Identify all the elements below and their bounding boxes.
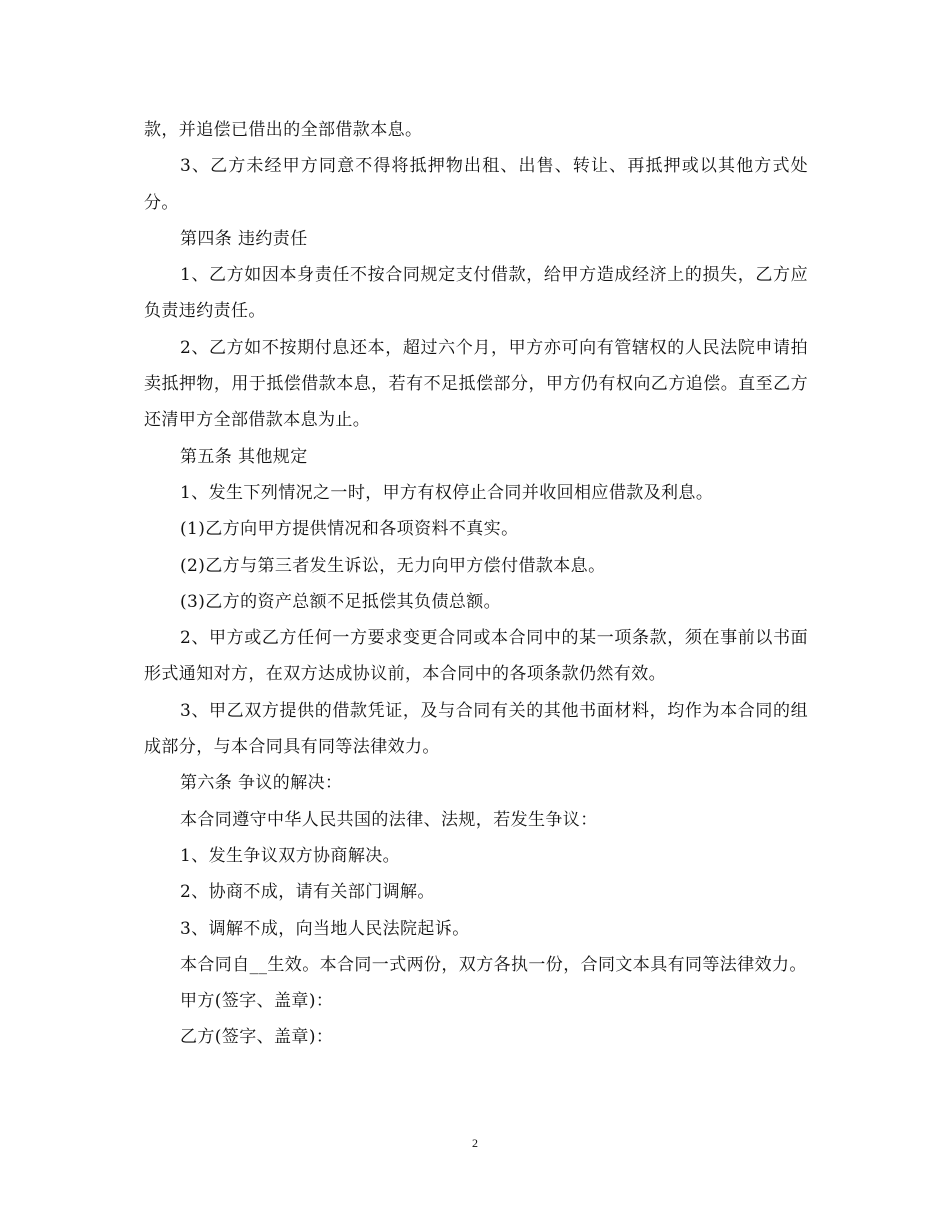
section-heading-article-4: 第四条 违约责任 xyxy=(180,228,308,249)
paragraph-clause-5-1: 1、发生下列情况之一时，甲方有权停止合同并收回相应借款及利息。 xyxy=(180,482,714,503)
paragraph-continuation: 款，并追偿已借出的全部借款本息。 xyxy=(144,120,423,140)
paragraph-clause-4-2: 2、乙方如不按期付息还本，超过六个月，甲方亦可向有管辖权的人民法院申请拍卖抵押物，用于抵偿借款本息，若有不足抵偿部分，甲方仍有权向乙方追偿。直至乙方还清甲方全部借款本息为止。 xyxy=(144,337,808,431)
paragraph-clause-5-1-item-1: (1)乙方向甲方提供情况和各项资料不真实。 xyxy=(180,519,519,540)
paragraph-clause-6-2: 2、协商不成，请有关部门调解。 xyxy=(180,882,435,903)
signature-party-b: 乙方(签字、盖章)： xyxy=(180,1027,334,1048)
paragraph-effective-clause: 本合同自__生效。本合同一式两份，双方各执一份，合同文本具有同等法律效力。 xyxy=(180,954,807,975)
paragraph-clause-5-2: 2、甲方或乙方任何一方要求变更合同或本合同中的某一项条款，须在事前以书面形式通知对方，在双方达成协议前，本合同中的各项条款仍然有效。 xyxy=(144,628,808,685)
paragraph-clause-6-3: 3、调解不成，向当地人民法院起诉。 xyxy=(180,918,470,939)
paragraph-clause-5-3: 3、甲乙双方提供的借款凭证，及与合同有关的其他书面材料，均作为本合同的组成部分，与本合同具有同等法律效力。 xyxy=(144,700,808,758)
paragraph-article-6-intro: 本合同遵守中华人民共国的法律、法规，若发生争议： xyxy=(180,809,598,830)
paragraph-clause-6-1: 1、发生争议双方协商解决。 xyxy=(180,845,401,866)
section-heading-article-5: 第五条 其他规定 xyxy=(180,446,308,467)
paragraph-clause-4-1: 1、乙方如因本身责任不按合同规定支付借款，给甲方造成经济上的损失，乙方应负责违约责任。 xyxy=(144,265,808,322)
paragraph-clause-3-3: 3、乙方未经甲方同意不得将抵押物出租、出售、转让、再抵押或以其他方式处分。 xyxy=(144,156,808,213)
signature-party-a: 甲方(签字、盖章)： xyxy=(180,991,334,1012)
section-heading-article-6: 第六条 争议的解决： xyxy=(180,773,343,794)
contract-body xyxy=(144,112,808,1056)
page-number: 2 xyxy=(472,1136,478,1150)
paragraph-clause-5-1-item-3: (3)乙方的资产总额不足抵偿其负债总额。 xyxy=(180,591,502,612)
paragraph-clause-5-1-item-2: (2)乙方与第三者发生诉讼，无力向甲方偿付借款本息。 xyxy=(180,555,606,576)
